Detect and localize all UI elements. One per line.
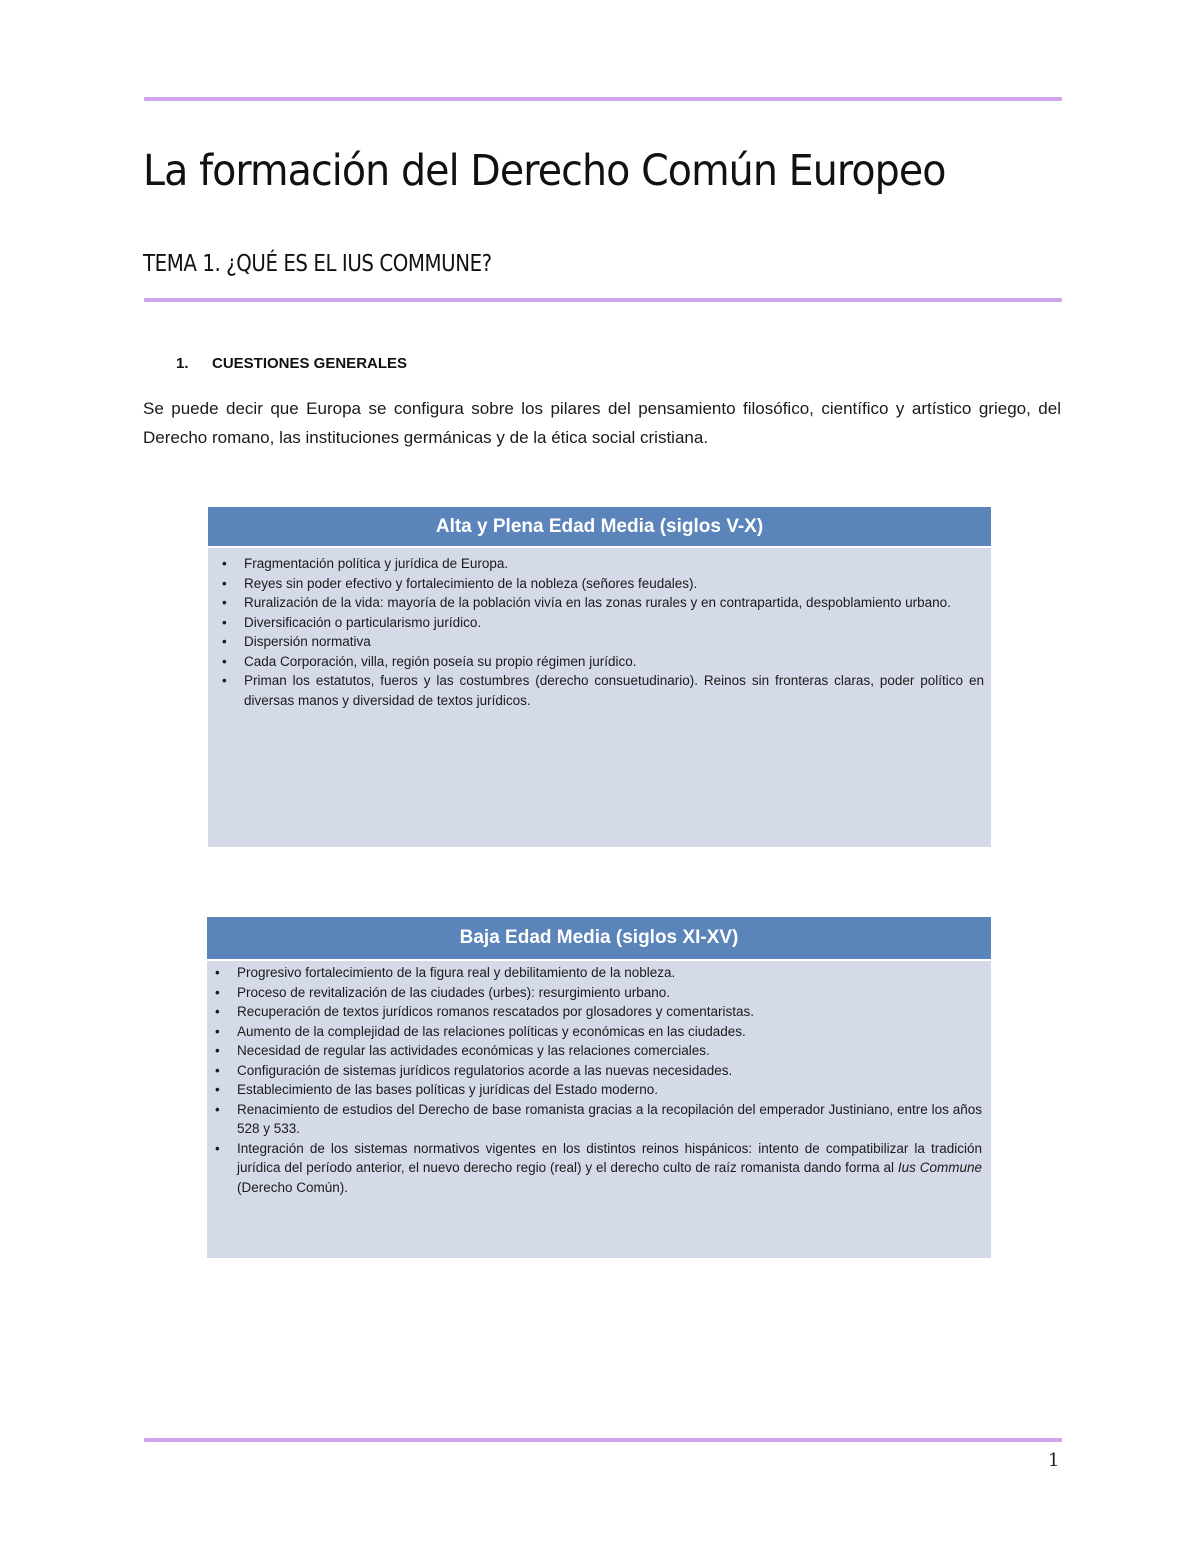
list-item: • Establecimiento de las bases políticas y jurídicas del Estado moderno. [211, 1080, 982, 1100]
panel-alta-plena-edad-media [208, 507, 991, 847]
panel-header: Alta y Plena Edad Media (siglos V-X) [208, 507, 991, 548]
list-item: • Progresivo fortalecimiento de la figura real y debilitamiento de la nobleza. [211, 963, 982, 983]
list-item: • Cada Corporación, villa, región poseía su propio régimen jurídico. [218, 652, 984, 672]
list-item: • Diversificación o particularismo jurídico. [218, 613, 984, 633]
section-heading [176, 355, 407, 372]
section-number: 1. [176, 355, 189, 372]
list-item: • Fragmentación política y jurídica de Europa. [218, 554, 984, 574]
list-item: • Dispersión normativa [218, 632, 984, 652]
panel-header: Baja Edad Media (siglos XI-XV) [207, 917, 991, 961]
list-item: • Proceso de revitalización de las ciudades (urbes): resurgimiento urbano. [211, 983, 982, 1003]
list-item [211, 1139, 982, 1198]
panel-bullet-list [218, 554, 984, 710]
list-item: • Renacimiento de estudios del Derecho de base romanista gracias a la recopilación del emperador Justiniano, entre los años 528 y 533. [211, 1100, 982, 1139]
list-item: • Ruralización de la vida: mayoría de la población vivía en las zonas rurales y en contrapartida, despoblamiento urbano. [218, 593, 984, 613]
list-item: • Necesidad de regular las actividades económicas y las relaciones comerciales. [211, 1041, 982, 1061]
top-rule [144, 97, 1062, 101]
list-item: • Aumento de la complejidad de las relaciones políticas y económicas en las ciudades. [211, 1022, 982, 1042]
document-subtitle: TEMA 1. ¿QUÉ ES EL IUS COMMUNE? [143, 251, 492, 277]
list-item: • Priman los estatutos, fueros y las costumbres (derecho consuetudinario). Reinos sin fronteras claras, poder político en diversas manos y diversidad de textos jurídicos. [218, 671, 984, 710]
list-item-text: (Derecho Común). [237, 1179, 349, 1195]
panel-baja-edad-media [207, 917, 991, 1258]
list-item: • Reyes sin poder efectivo y fortalecimiento de la nobleza (señores feudales). [218, 574, 984, 594]
page-number: 1 [1048, 1450, 1060, 1471]
list-item-text: Integración de los sistemas normativos vigentes en los distintos reinos hispánicos: intento de compatibilizar la tradición jurídica del período anterior, el nuevo derecho regio (real) y el derecho culto de raíz romanista dando forma al [237, 1140, 982, 1175]
section-heading-text: CUESTIONES GENERALES [212, 355, 408, 372]
list-item: • Recuperación de textos jurídicos romanos rescatados por glosadores y comentaristas. [211, 1002, 982, 1022]
list-item: • Configuración de sistemas jurídicos regulatorios acorde a las nuevas necesidades. [211, 1061, 982, 1081]
panel-bullet-list [211, 963, 982, 1197]
intro-paragraph: Se puede decir que Europa se configura sobre los pilares del pensamiento filosófico, científico y artístico griego, del Derecho romano, las instituciones germánicas y de la ética social cristiana. [143, 399, 1061, 447]
footer-rule [144, 1438, 1062, 1442]
document-title: La formación del Derecho Común Europeo [143, 146, 946, 196]
ius-commune-emphasis: Ius Commune [897, 1160, 982, 1175]
title-underline-rule [144, 298, 1062, 302]
